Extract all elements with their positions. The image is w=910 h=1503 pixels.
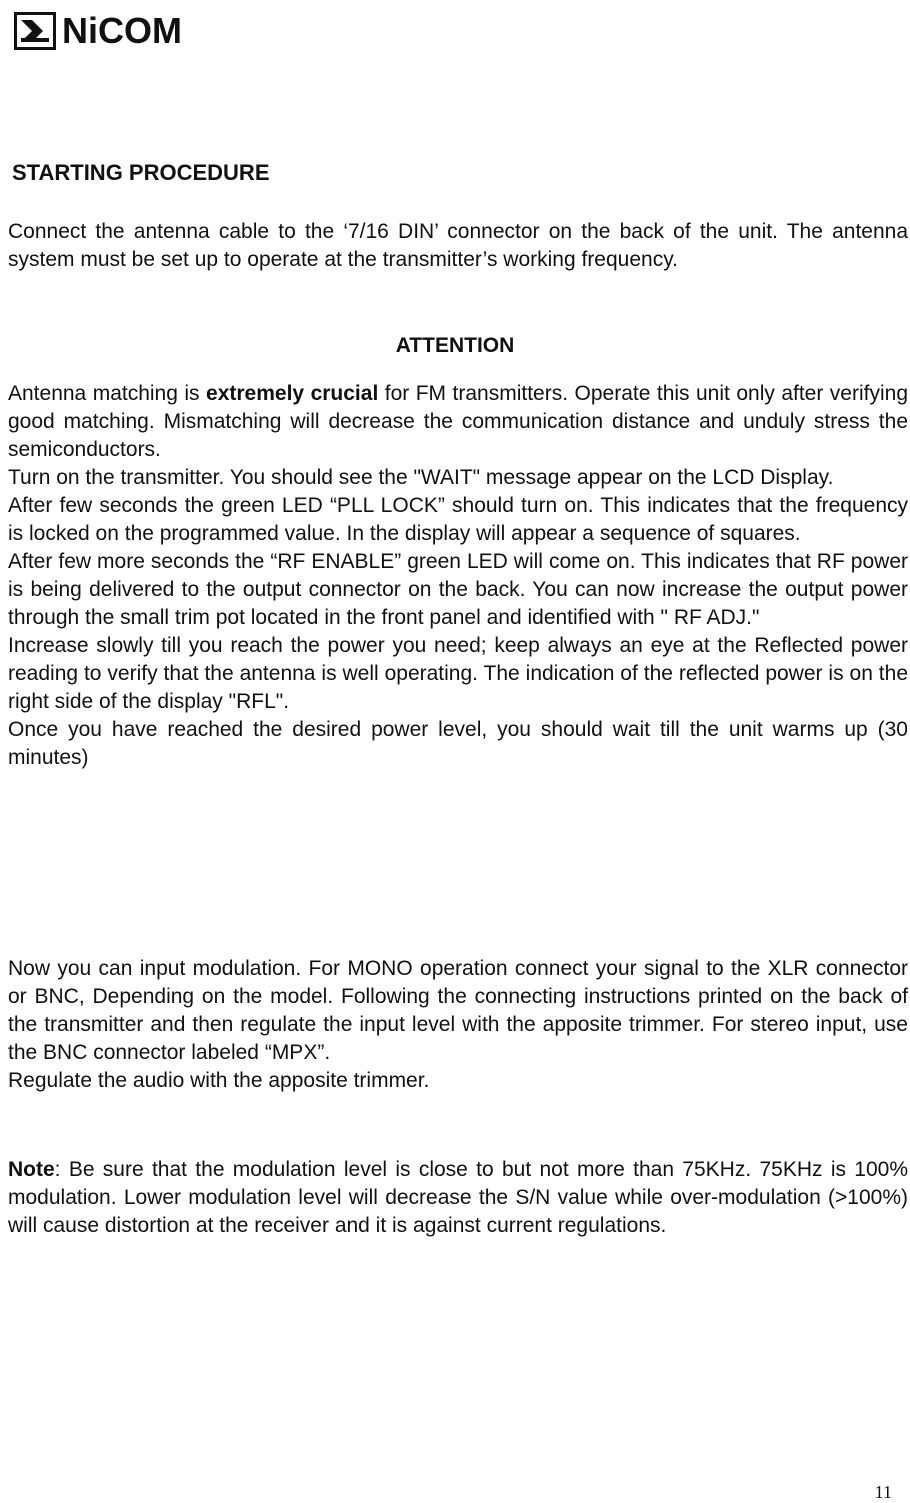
instructions-block [8, 380, 908, 772]
page-number: 11 [874, 1482, 892, 1502]
attention-title: ATTENTION [395, 334, 515, 357]
nicom-logo-icon [14, 12, 56, 50]
logo-text: NiCOM [62, 10, 182, 51]
note-text: : Be sure that the modulation level is close to but not more than 75KHz. 75KHz is 100% modulation. Lower modulation level will decrease the S/N value while over-modulation (>100%) will cause distortion at the receiver and it is against current regulations. [8, 1158, 908, 1237]
pll-lock-paragraph: After few seconds the green LED “PLL LOCK” should turn on. This indicates that the frequency is locked on the programmed value. In the display will appear a sequence of squares. [8, 494, 908, 545]
matching-prefix: Antenna matching is [8, 382, 207, 405]
section-title: STARTING PROCEDURE [12, 160, 270, 185]
arrow-emblem-icon [18, 16, 52, 46]
turn-on-paragraph: Turn on the transmitter. You should see the "WAIT" message appear on the LCD Display. [8, 466, 834, 489]
note-label: Note [8, 1158, 55, 1181]
modulation-block [8, 955, 908, 1095]
rf-enable-paragraph: After few more seconds the “RF ENABLE” green LED will come on. This indicates that RF power is being delivered to the output connector on the back. You can now increase the output power through the small trim pot located in the front panel and identified with " RF ADJ." [8, 550, 908, 629]
warm-up-paragraph: Once you have reached the desired power level, you should wait till the unit warms up (30 minutes) [8, 718, 908, 769]
reflected-power-paragraph: Increase slowly till you reach the power you need; keep always an eye at the Reflected power reading to verify that the antenna is well operating. The indication of the reflected power is on the right side of the display "RFL". [8, 634, 908, 713]
note-block [8, 1156, 908, 1240]
intro-text: Connect the antenna cable to the ‘7/16 DIN’ connector on the back of the unit. The antenna system must be set up to operate at the transmitter’s working frequency. [8, 220, 908, 271]
matching-suffix: for FM transmitters. Operate this unit only after verifying good matching. Mismatching will decrease the communication distance and unduly stress the semiconductors. [8, 382, 909, 461]
nicom-logo [14, 12, 182, 50]
modulation-paragraph: Now you can input modulation. For MONO operation connect your signal to the XLR connector or BNC, Depending on the model. Following the connecting instructions printed on the back of the transmitter and then regulate the input level with the apposite trimmer. For stereo input, use the BNC connector labeled “MPX”. [8, 957, 908, 1064]
matching-emphasis: extremely crucial [206, 382, 379, 405]
matching-paragraph [8, 380, 908, 464]
note-paragraph [8, 1156, 908, 1240]
intro-paragraph [8, 218, 908, 274]
audio-regulate-paragraph: Regulate the audio with the apposite trimmer. [8, 1069, 430, 1092]
